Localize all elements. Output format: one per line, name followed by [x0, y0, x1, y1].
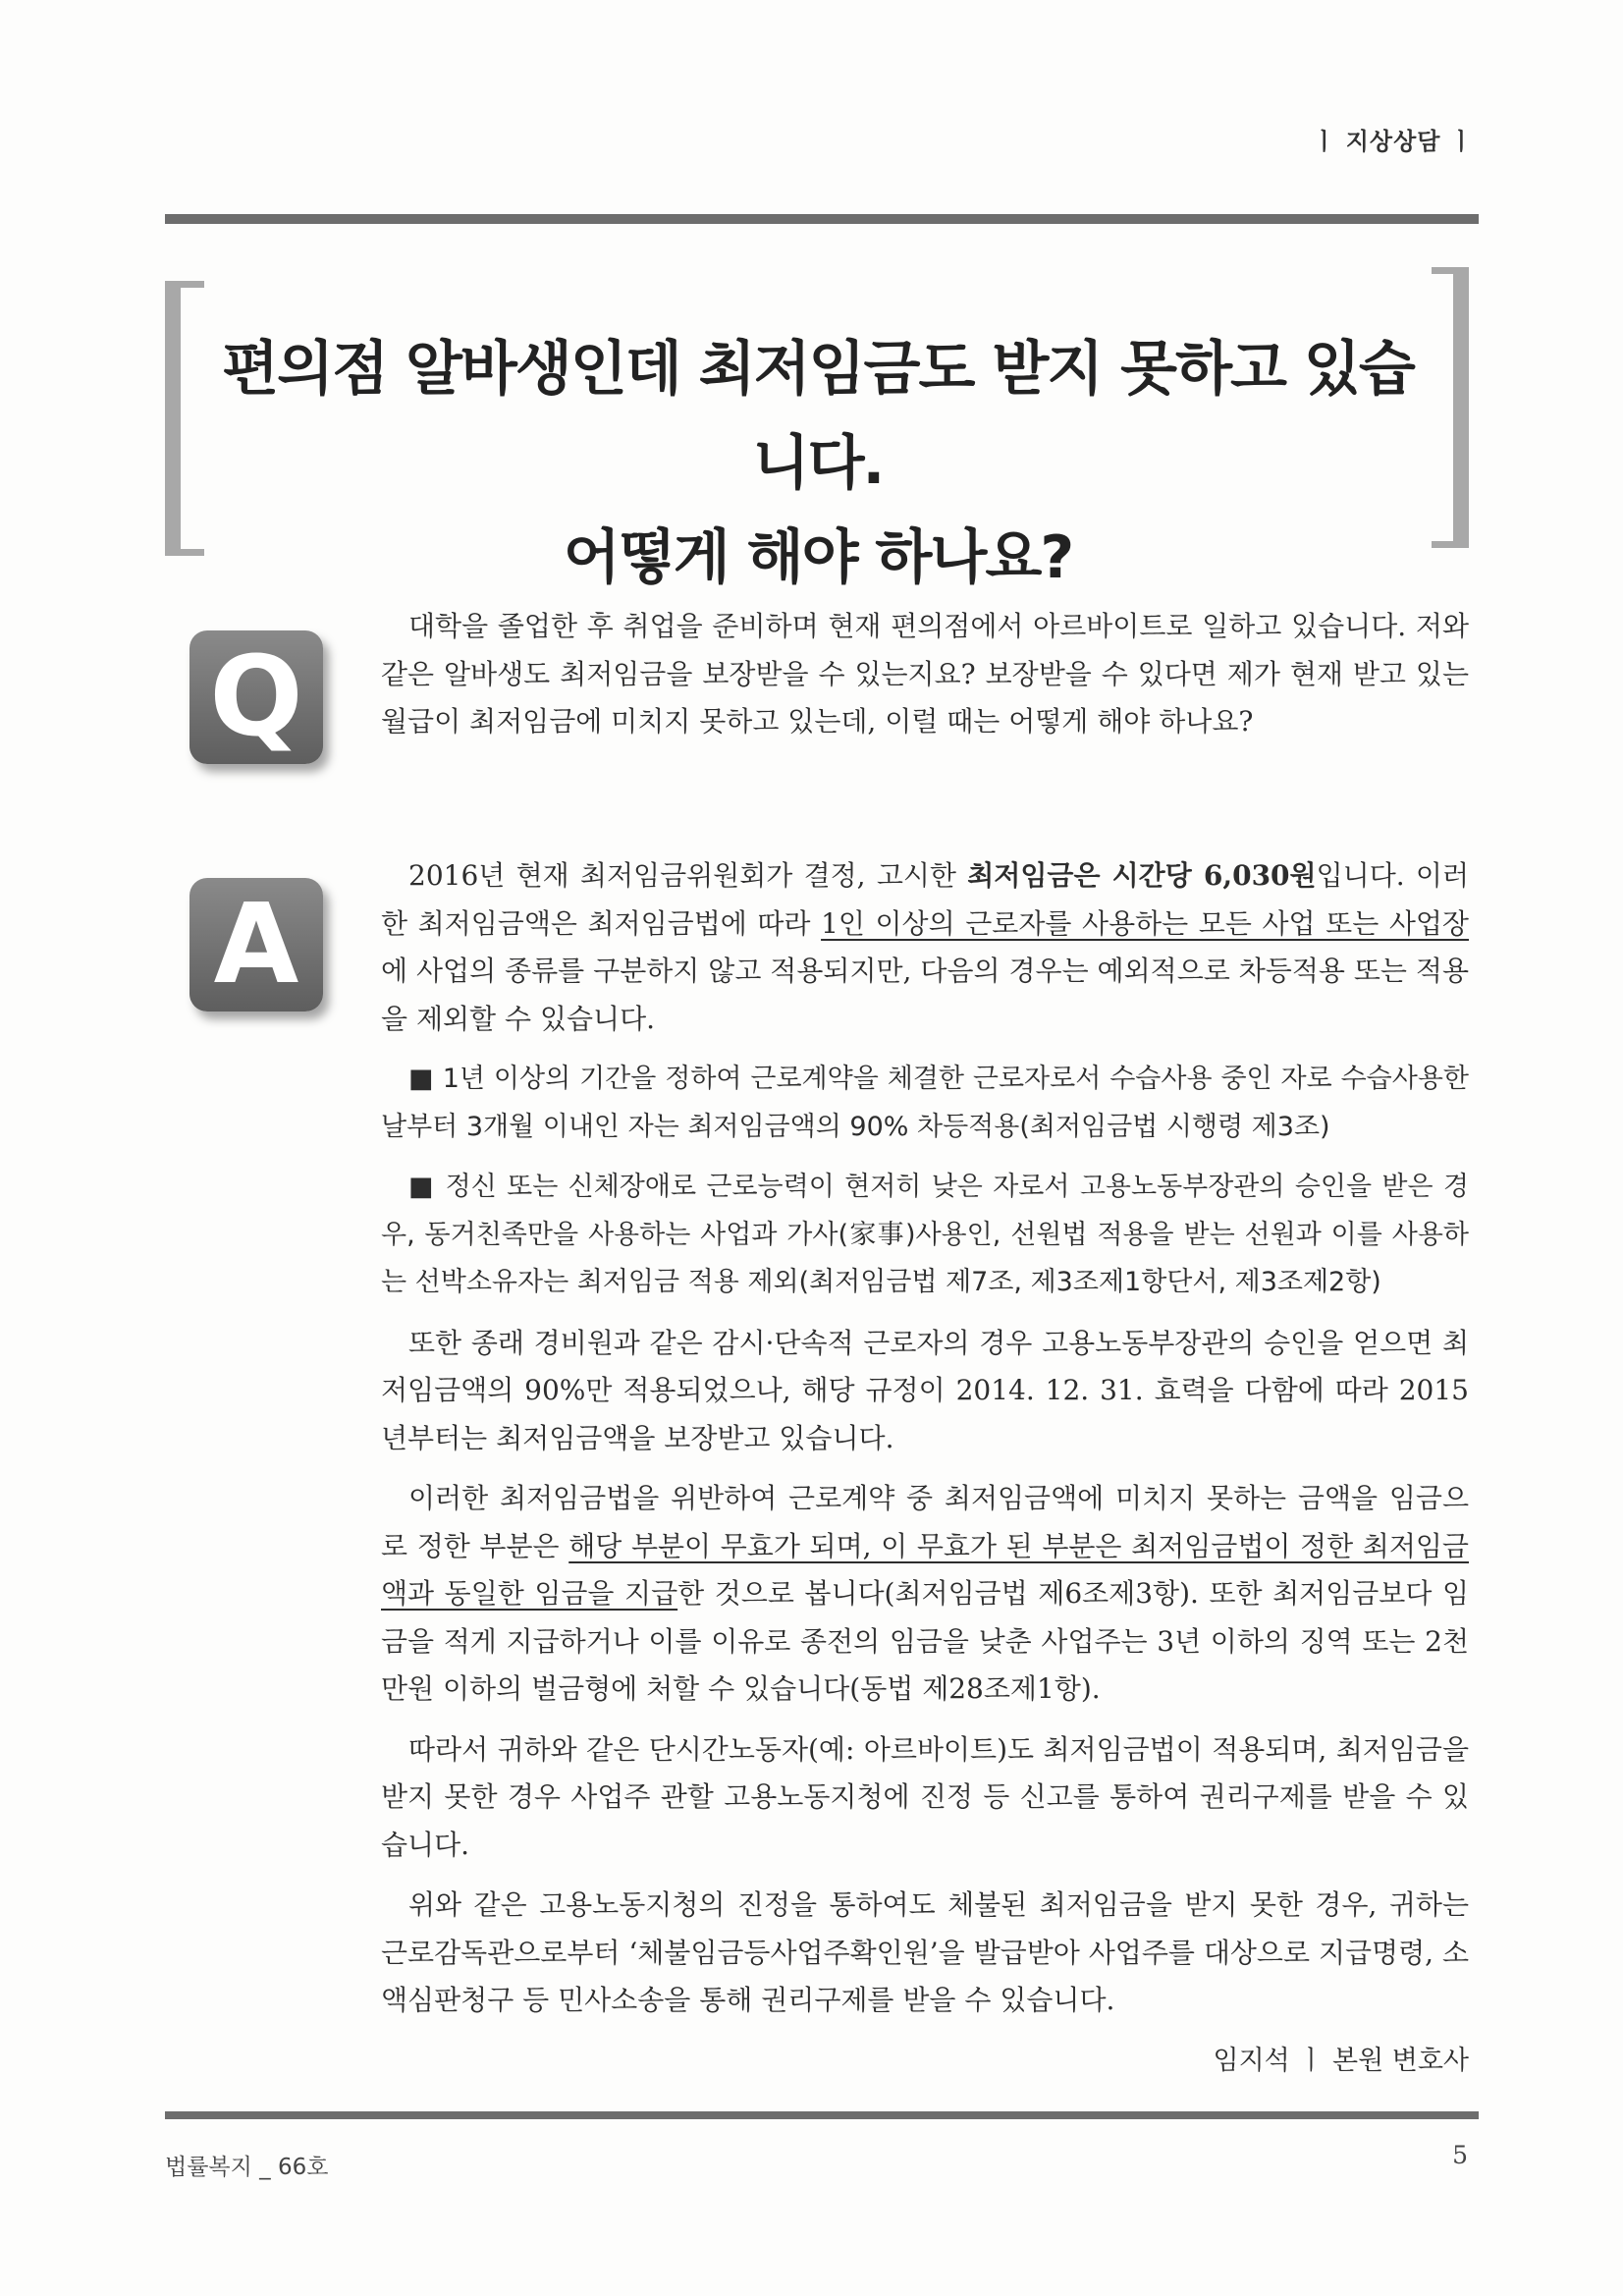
answer-paragraph-2: 또한 종래 경비원과 같은 감시·단속적 근로자의 경우 고용노동부장관의 승인을 얻으면 최저임금액의 90%만 적용되었으나, 해당 규정이 2014. 12. 31. 효력을 다함에 따라 2015년부터는 최저임금액을 보장받고 있습니다. [381, 1326, 1469, 1454]
exception-bullet-1: ■ 1년 이상의 기간을 정하여 근로계약을 체결한 근로자로서 수습사용 중인 자로 수습사용한 날부터 3개월 이내인 자는 최저임금액의 90% 차등적용(최저임금법 시행령 제3조) [381, 1064, 1469, 1142]
answer-paragraph-5: 위와 같은 고용노동지청의 진정을 통하여도 체불된 최저임금을 받지 못한 경우, 귀하는 근로감독관으로부터 ‘체불임금등사업주확인원’을 발급받아 사업주를 대상으로 지급명령, 소액심판청구 등 민사소송을 통해 권리구제를 받을 수 있습니다. [381, 1888, 1469, 2016]
section-label: ㅣ 지상상담 ㅣ [1313, 128, 1474, 155]
answer-paragraph-4: 따라서 귀하와 같은 단시간노동자(예: 아르바이트)도 최저임금법이 적용되며, 최저임금을 받지 못한 경우 사업주 관할 고용노동지청에 진정 등 신고를 통하여 권리구제를 받을 수 있습니다. [381, 1732, 1469, 1861]
answer-paragraph-3 [381, 1475, 1469, 1714]
header-rule [165, 214, 1479, 224]
exception-bullet-2: ■ 정신 또는 신체장애로 근로능력이 현저히 낮은 자로서 고용노동부장관의 승인을 받은 경우, 동거친족만을 사용하는 사업과 가사(家事)사용인, 선원법 적용을 받는 선원과 이를 사용하는 선박소유자는 최저임금 적용 제외(최저임금법 제7조, 제3조제1항단서, 제3조제2항) [381, 1172, 1469, 1297]
page-title [204, 322, 1432, 605]
answer-badge: A [189, 878, 323, 1011]
answer-p3-text-b: 한 것으로 봅니다(최저임금법 제6조제3항). 또한 최저임금보다 임금을 적게 지급하거나 이를 이유로 종전의 임금을 낮춘 사업주는 3년 이하의 징역 또는 2천만원 이하의 벌금형에 처할 수 있습니다(동법 제28조제1항). [381, 1577, 1469, 1705]
answer-section [381, 852, 1469, 2098]
publication-name: 법률복지 _ 66호 [165, 2155, 329, 2180]
answer-p3-text-a: 이러한 최저임금법을 위반하여 근로계약 중 최저임금액에 미치지 못하는 금액을 임금으로 정한 부분은 [381, 1482, 1469, 1562]
minimum-wage-highlight: 최저임금은 시간당 6,030원 [967, 859, 1317, 892]
title-bracket-right [1432, 267, 1469, 548]
answer-p3-underline: 해당 부분이 무효가 되며, 이 무효가 된 부분은 최저임금법이 정한 최저임금액과 동일한 임금을 지급 [381, 1529, 1469, 1610]
answer-p1-underline: 1인 이상의 근로자를 사용하는 모든 사업 또는 사업장 [821, 906, 1469, 940]
answer-p1-text-a: 2016년 현재 최저임금위원회가 결정, 고시한 [408, 859, 968, 892]
question-section [381, 603, 1469, 759]
author-signature: 임지석 ㅣ 본원 변호사 [1213, 2045, 1469, 2076]
page-number: 5 [1452, 2141, 1468, 2169]
answer-paragraph-1 [381, 852, 1469, 1043]
question-text: 대학을 졸업한 후 취업을 준비하며 현재 편의점에서 아르바이트로 일하고 있습니다. 저와 같은 알바생도 최저임금을 보장받을 수 있는지요? 보장받을 수 있다면 제가 현재 받고 있는 월급이 최저임금에 미치지 못하고 있는데, 이럴 때는 어떻게 해야 하나요? [381, 610, 1469, 738]
title-bracket-left [165, 281, 204, 556]
title-line-1: 편의점 알바생인데 최저임금도 받지 못하고 있습니다. [222, 335, 1414, 498]
question-badge: Q [189, 630, 323, 764]
answer-p1-text-b: 입니다. 이러한 최저임금액은 최저임금법에 따라 [381, 859, 1469, 940]
title-line-2: 어떻게 해야 하나요? [563, 523, 1073, 592]
footer-rule [165, 2111, 1479, 2119]
answer-p1-text-c: 에 사업의 종류를 구분하지 않고 적용되지만, 다음의 경우는 예외적으로 차등적용 또는 적용을 제외할 수 있습니다. [381, 955, 1469, 1035]
